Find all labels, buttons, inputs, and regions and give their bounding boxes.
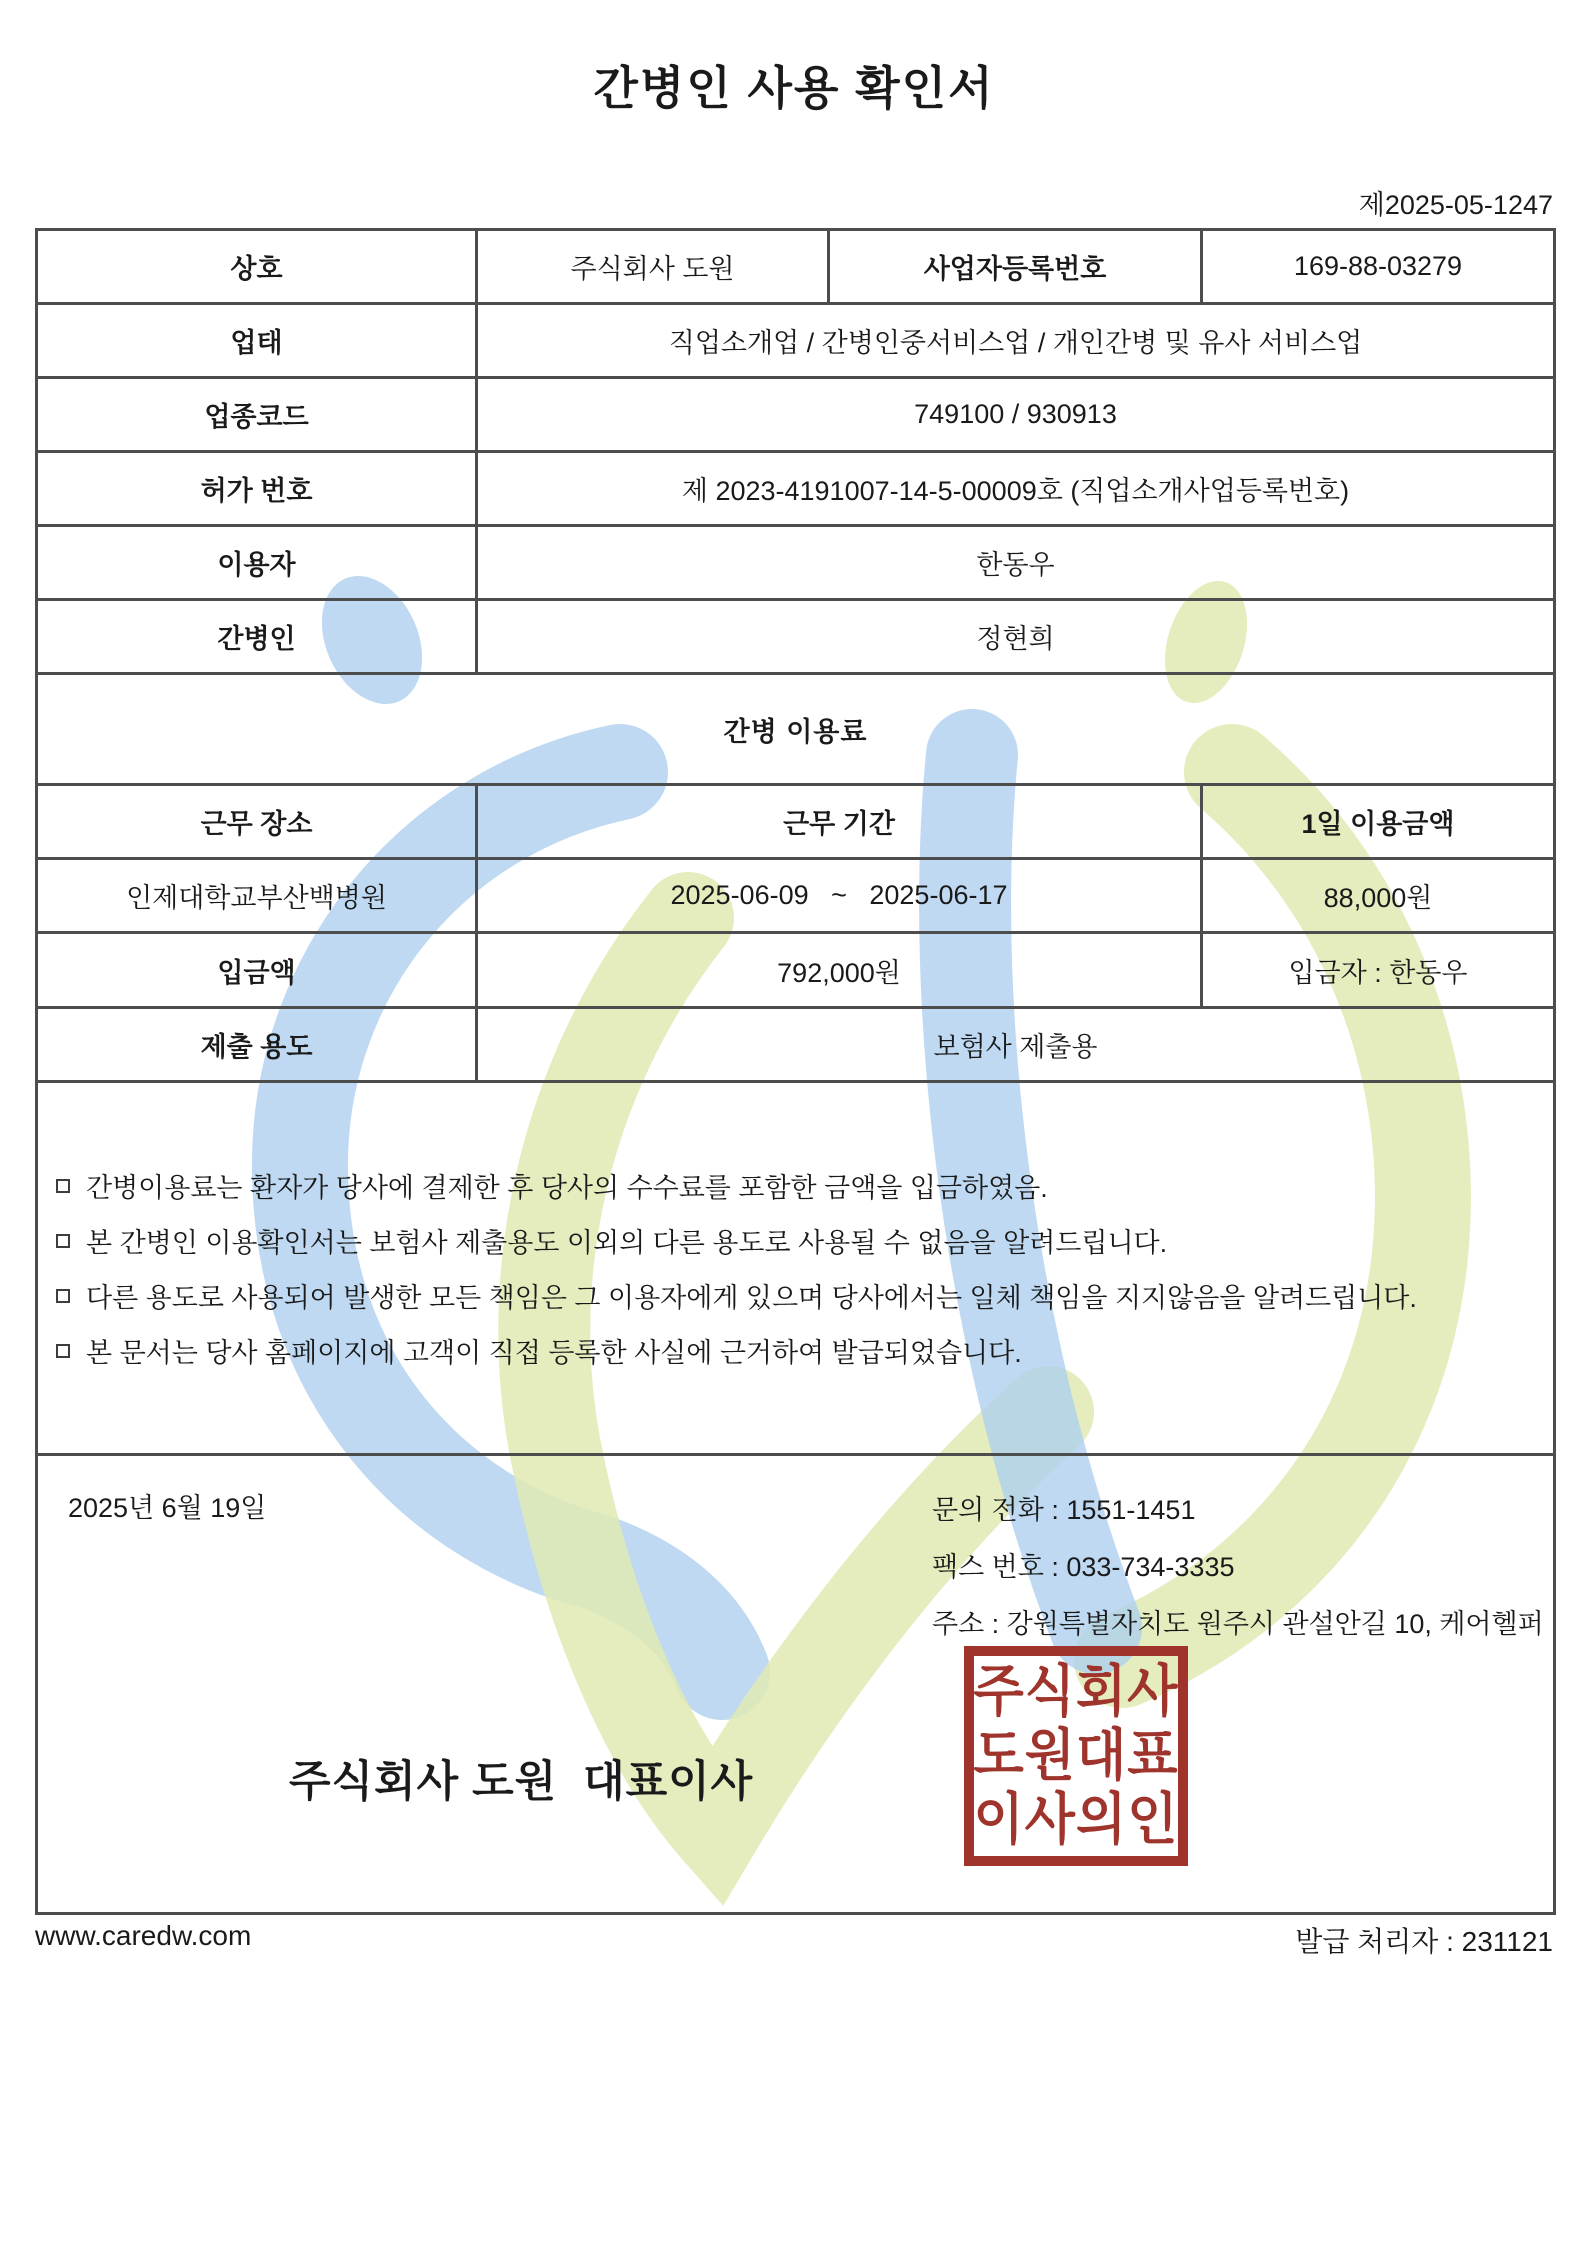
industry-code-value: 749100 / 930913	[477, 378, 1555, 452]
contact-block	[932, 1482, 1544, 1653]
table-row-fee-section	[37, 674, 1555, 785]
note-text: 간병이용료는 환자가 당사에 결제한 후 당사의 수수료를 포함한 금액을 입금하였음.	[86, 1173, 1048, 1203]
note-item	[44, 1323, 1547, 1378]
issue-date: 2025년 6월 19일	[68, 1493, 267, 1523]
table-row-industry-code	[37, 378, 1555, 452]
contact-phone: 문의 전화 : 1551-1451	[932, 1495, 1196, 1525]
depositor-cell	[1202, 933, 1555, 1008]
work-place-header: 근무 장소	[37, 785, 477, 859]
page-title: 간병인 사용 확인서	[593, 62, 995, 114]
square-bullet-icon	[56, 1179, 70, 1193]
user-value: 한동우	[477, 526, 1555, 600]
business-type-value: 직업소개업 / 간병인중서비스업 / 개인간병 및 유사 서비스업	[477, 304, 1555, 378]
permit-number-label: 허가 번호	[37, 452, 477, 526]
square-bullet-icon	[56, 1289, 70, 1303]
deposit-amount-value: 792,000원	[477, 933, 1202, 1008]
website-url: www.caredw.com	[35, 1920, 252, 1951]
square-bullet-icon	[56, 1234, 70, 1248]
stamp-text-line: 이사의인	[973, 1788, 1179, 1852]
notes-cell	[37, 1082, 1555, 1455]
table-row-company	[37, 230, 1555, 304]
stamp-text-line: 도원대표	[973, 1724, 1179, 1788]
table-row-user	[37, 526, 1555, 600]
corporate-seal-stamp	[964, 1646, 1188, 1866]
business-type-label: 업태	[37, 304, 477, 378]
work-period-value: 2025-06-09 ~ 2025-06-17	[477, 859, 1202, 933]
table-row-notes	[37, 1082, 1555, 1455]
note-item	[44, 1158, 1547, 1213]
table-row-purpose	[37, 1008, 1555, 1082]
fee-section-title: 간병 이용료	[37, 674, 1555, 785]
caregiver-label: 간병인	[37, 600, 477, 674]
table-row-fee-data	[37, 859, 1555, 933]
business-reg-no-value: 169-88-03279	[1202, 230, 1555, 304]
depositor-value: : 한동우	[1366, 957, 1468, 988]
industry-code-label: 업종코드	[37, 378, 477, 452]
issuer-id: 발급 처리자 : 231121	[1295, 1926, 1553, 1957]
note-text: 다른 용도로 사용되어 발생한 모든 책임은 그 이용자에게 있으며 당사에서는 일체 책임을 지지않음을 알려드립니다.	[86, 1283, 1417, 1313]
user-label: 이용자	[37, 526, 477, 600]
confirmation-table	[35, 228, 1556, 1915]
contact-address: 주소 : 강원특별자치도 원주시 관설안길 10, 케어헬퍼	[932, 1609, 1544, 1639]
purpose-label: 제출 용도	[37, 1008, 477, 1082]
daily-fee-header: 1일 이용금액	[1202, 785, 1555, 859]
note-item	[44, 1268, 1547, 1323]
table-row-permit-number	[37, 452, 1555, 526]
daily-fee-value: 88,000원	[1202, 859, 1555, 933]
stamp-text-line: 주식회사	[973, 1660, 1179, 1724]
caregiver-value: 정현희	[477, 600, 1555, 674]
document-number: 제2025-05-1247	[1358, 190, 1553, 220]
note-text: 본 문서는 당사 홈페이지에 고객이 직접 등록한 사실에 근거하여 발급되었습니다.	[86, 1338, 1022, 1368]
table-row-deposit	[37, 933, 1555, 1008]
depositor-label: 입금자	[1288, 957, 1367, 988]
company-signature: 주식회사 도원 대표이사	[289, 1758, 754, 1806]
deposit-amount-label: 입금액	[37, 933, 477, 1008]
square-bullet-icon	[56, 1344, 70, 1358]
table-row-business-type	[37, 304, 1555, 378]
note-item	[44, 1213, 1547, 1268]
issue-block	[44, 1456, 1547, 1912]
work-place-value: 인제대학교부산백병원	[37, 859, 477, 933]
contact-fax: 팩스 번호 : 033-734-3335	[932, 1552, 1235, 1582]
permit-number-value: 제 2023-4191007-14-5-00009호 (직업소개사업등록번호)	[477, 452, 1555, 526]
work-period-header: 근무 기간	[477, 785, 1202, 859]
table-row-caregiver	[37, 600, 1555, 674]
business-reg-no-label: 사업자등록번호	[829, 230, 1202, 304]
company-name-value: 주식회사 도원	[477, 230, 829, 304]
company-name-label: 상호	[37, 230, 477, 304]
purpose-value: 보험사 제출용	[477, 1008, 1555, 1082]
table-row-fee-header	[37, 785, 1555, 859]
issue-cell	[37, 1455, 1555, 1914]
table-row-issue	[37, 1455, 1555, 1914]
note-text: 본 간병인 이용확인서는 보험사 제출용도 이외의 다른 용도로 사용될 수 없음을 알려드립니다.	[86, 1228, 1168, 1258]
